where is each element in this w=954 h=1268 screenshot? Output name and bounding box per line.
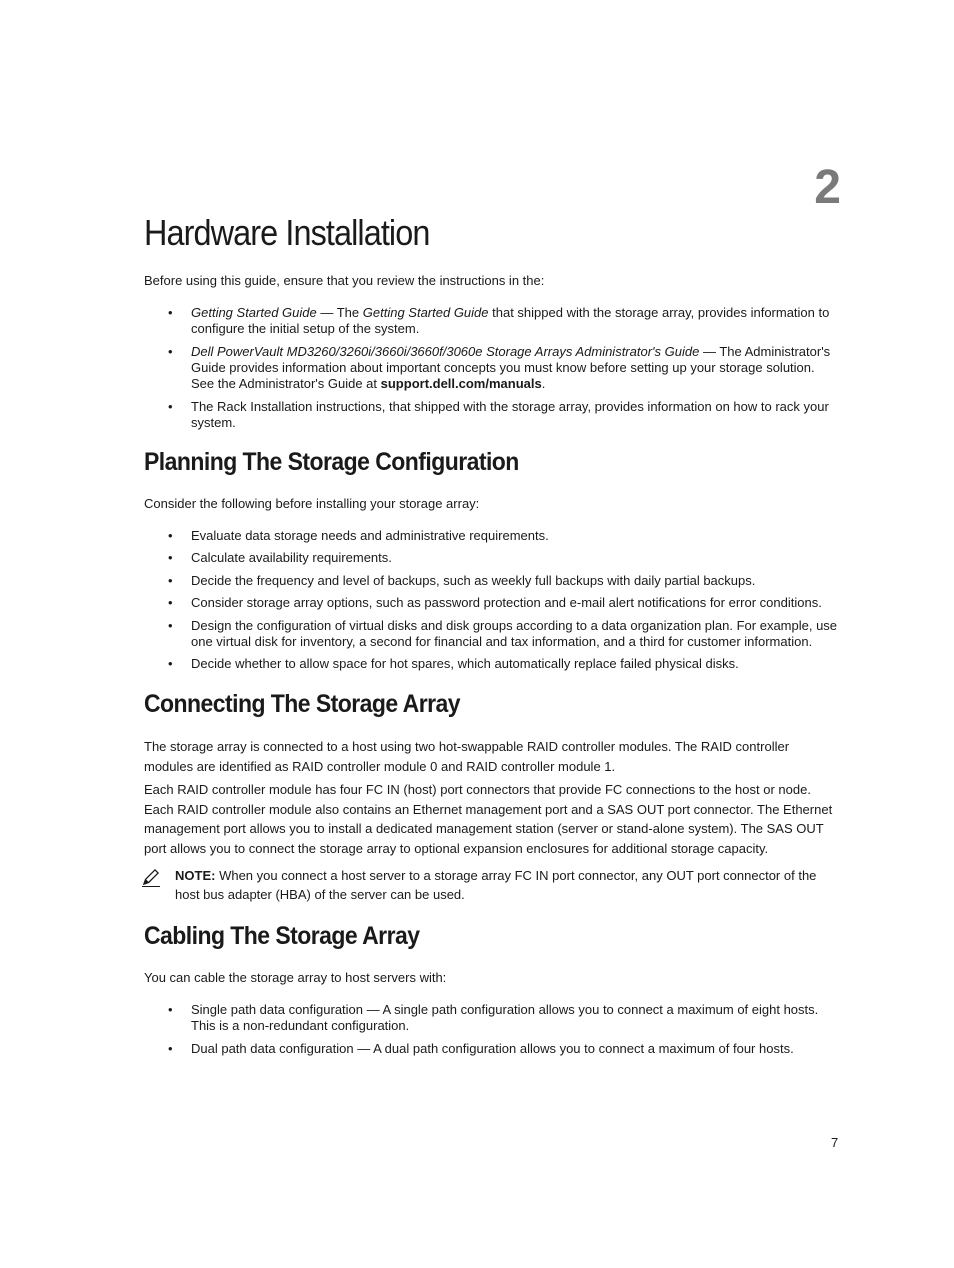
chapter-number: 2 xyxy=(814,161,840,214)
item-text: — The Administrator's Guide provides information about important concepts you must know before setting up your storage solution. See the Administrator's Guide at xyxy=(191,344,831,391)
list-item xyxy=(144,656,840,672)
list-item xyxy=(144,344,840,392)
page-number: 7 xyxy=(831,1135,839,1150)
dash-text: — The xyxy=(316,305,363,320)
bullet: • xyxy=(168,656,173,671)
list-item xyxy=(144,305,840,337)
note-body: When you connect a host server to a storage array FC IN port connector, any OUT port connector of the host bus adapter (HBA) of the server can be used. xyxy=(175,868,817,902)
list-item xyxy=(144,528,840,544)
item-text: Decide whether to allow space for hot spares, which automatically replace failed physical disks. xyxy=(191,656,739,671)
item-text: that shipped with the storage array, provides information to configure the initial setup of the system. xyxy=(191,305,830,336)
guide-title: Dell PowerVault MD3260/3260i/3660i/3660f/3060e Storage Arrays Administrator's Guide xyxy=(191,344,700,359)
item-text: The Rack Installation instructions, that shipped with the storage array, provides information on how to rack your system. xyxy=(191,399,829,430)
planning-intro: Consider the following before installing your storage array: xyxy=(144,496,480,511)
note-pencil-icon xyxy=(140,866,162,888)
bullet: • xyxy=(168,550,173,565)
bullet: • xyxy=(168,1002,173,1017)
list-item xyxy=(144,550,840,566)
section-heading-planning: Planning The Storage Configuration xyxy=(144,448,519,476)
list-item xyxy=(144,399,840,431)
item-text: Calculate availability requirements. xyxy=(191,550,392,565)
page-title: Hardware Installation xyxy=(144,212,430,253)
cabling-list xyxy=(144,1002,840,1057)
guide-title: Getting Started Guide xyxy=(191,305,317,320)
item-end: . xyxy=(541,376,546,391)
manuals-link[interactable]: support.dell.com/manuals xyxy=(380,376,542,391)
bullet: • xyxy=(168,595,173,610)
list-item xyxy=(144,1041,840,1057)
bullet: • xyxy=(168,573,173,588)
bullet: • xyxy=(168,305,173,320)
note-text xyxy=(175,866,835,904)
item-text: Single path data configuration — A single path configuration allows you to connect a maximum of eight hosts. This is a non-redundant configuration. xyxy=(191,1002,819,1033)
bullet: • xyxy=(168,344,173,359)
note-label: NOTE: xyxy=(175,868,216,883)
connecting-para-1: The storage array is connected to a host using two hot-swappable RAID controller modules. The RAID controller modules are identified as RAID controller module 0 and RAID controller module 1. xyxy=(144,739,790,774)
item-text: Consider storage array options, such as password protection and e-mail alert notifications for error conditions. xyxy=(191,595,822,610)
list-item xyxy=(144,573,840,589)
bullet: • xyxy=(168,528,173,543)
planning-list xyxy=(144,528,840,672)
guide-title: Getting Started Guide xyxy=(362,305,489,320)
section-heading-cabling: Cabling The Storage Array xyxy=(144,922,420,950)
bullet: • xyxy=(168,399,173,414)
list-item xyxy=(144,1002,840,1034)
item-text: Evaluate data storage needs and administrative requirements. xyxy=(191,528,549,543)
item-text: Design the configuration of virtual disks and disk groups according to a data organization plan. For example, use one virtual disk for inventory, a second for financial and tax information, and a third for customer information. xyxy=(191,618,838,649)
section-heading-connecting: Connecting The Storage Array xyxy=(144,690,460,718)
item-text: Decide the frequency and level of backups, such as weekly full backups with daily partial backups. xyxy=(191,573,756,588)
list-item xyxy=(144,595,840,611)
bullet: • xyxy=(168,1041,173,1056)
cabling-intro: You can cable the storage array to host servers with: xyxy=(144,970,447,985)
list-item xyxy=(144,618,840,650)
connecting-para-2: Each RAID controller module has four FC IN (host) port connectors that provide FC connections to the host or node. Each RAID controller module also contains an Ethernet management port and a SAS OUT port connector. The Ethernet management port allows you to install a dedicated management station (server or stand-alone system). The SAS OUT port allows you to connect the storage array to optional expansion enclosures for additional storage capacity. xyxy=(144,782,833,856)
intro-text: Before using this guide, ensure that you review the instructions in the: xyxy=(144,273,545,288)
intro-list xyxy=(144,305,840,431)
item-text: Dual path data configuration — A dual path configuration allows you to connect a maximum of four hosts. xyxy=(191,1041,794,1056)
bullet: • xyxy=(168,618,173,633)
